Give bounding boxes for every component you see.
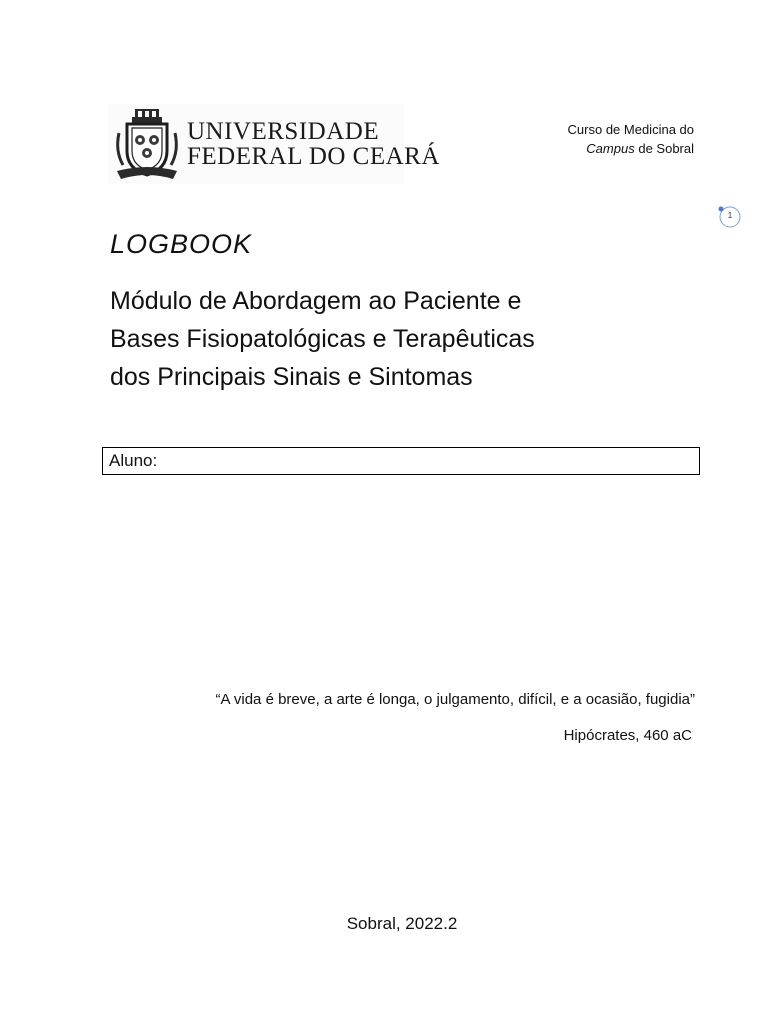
module-title-line2: Bases Fisiopatológicas e Terapêuticas xyxy=(110,325,535,353)
university-seal-icon xyxy=(113,107,181,183)
module-title-line3: dos Principais Sinais e Sintomas xyxy=(110,363,473,391)
course-location: de Sobral xyxy=(638,141,694,156)
epigraph-author: Hipócrates, 460 aC xyxy=(563,727,692,744)
comment-number: 1 xyxy=(727,211,733,220)
course-line1: Curso de Medicina do xyxy=(567,122,694,137)
logbook-heading: LOGBOOK xyxy=(110,229,253,259)
university-name-line1: UNIVERSIDADE xyxy=(187,118,380,145)
place-date: Sobral, 2022.2 xyxy=(346,914,458,933)
university-logo xyxy=(108,104,440,184)
student-name-field[interactable] xyxy=(102,447,700,475)
course-line2 xyxy=(568,139,694,158)
course-info xyxy=(568,120,694,158)
course-campus-word: Campus xyxy=(586,141,635,156)
university-name-line2: FEDERAL DO CEARÁ xyxy=(187,143,440,170)
module-title xyxy=(110,282,680,396)
student-name-label: Aluno: xyxy=(109,451,158,470)
epigraph-quote: “A vida é breve, a arte é longa, o julgamento, difícil, e a ocasião, fugidia” xyxy=(215,691,695,708)
module-title-line1: Módulo de Abordagem ao Paciente e xyxy=(110,287,522,315)
